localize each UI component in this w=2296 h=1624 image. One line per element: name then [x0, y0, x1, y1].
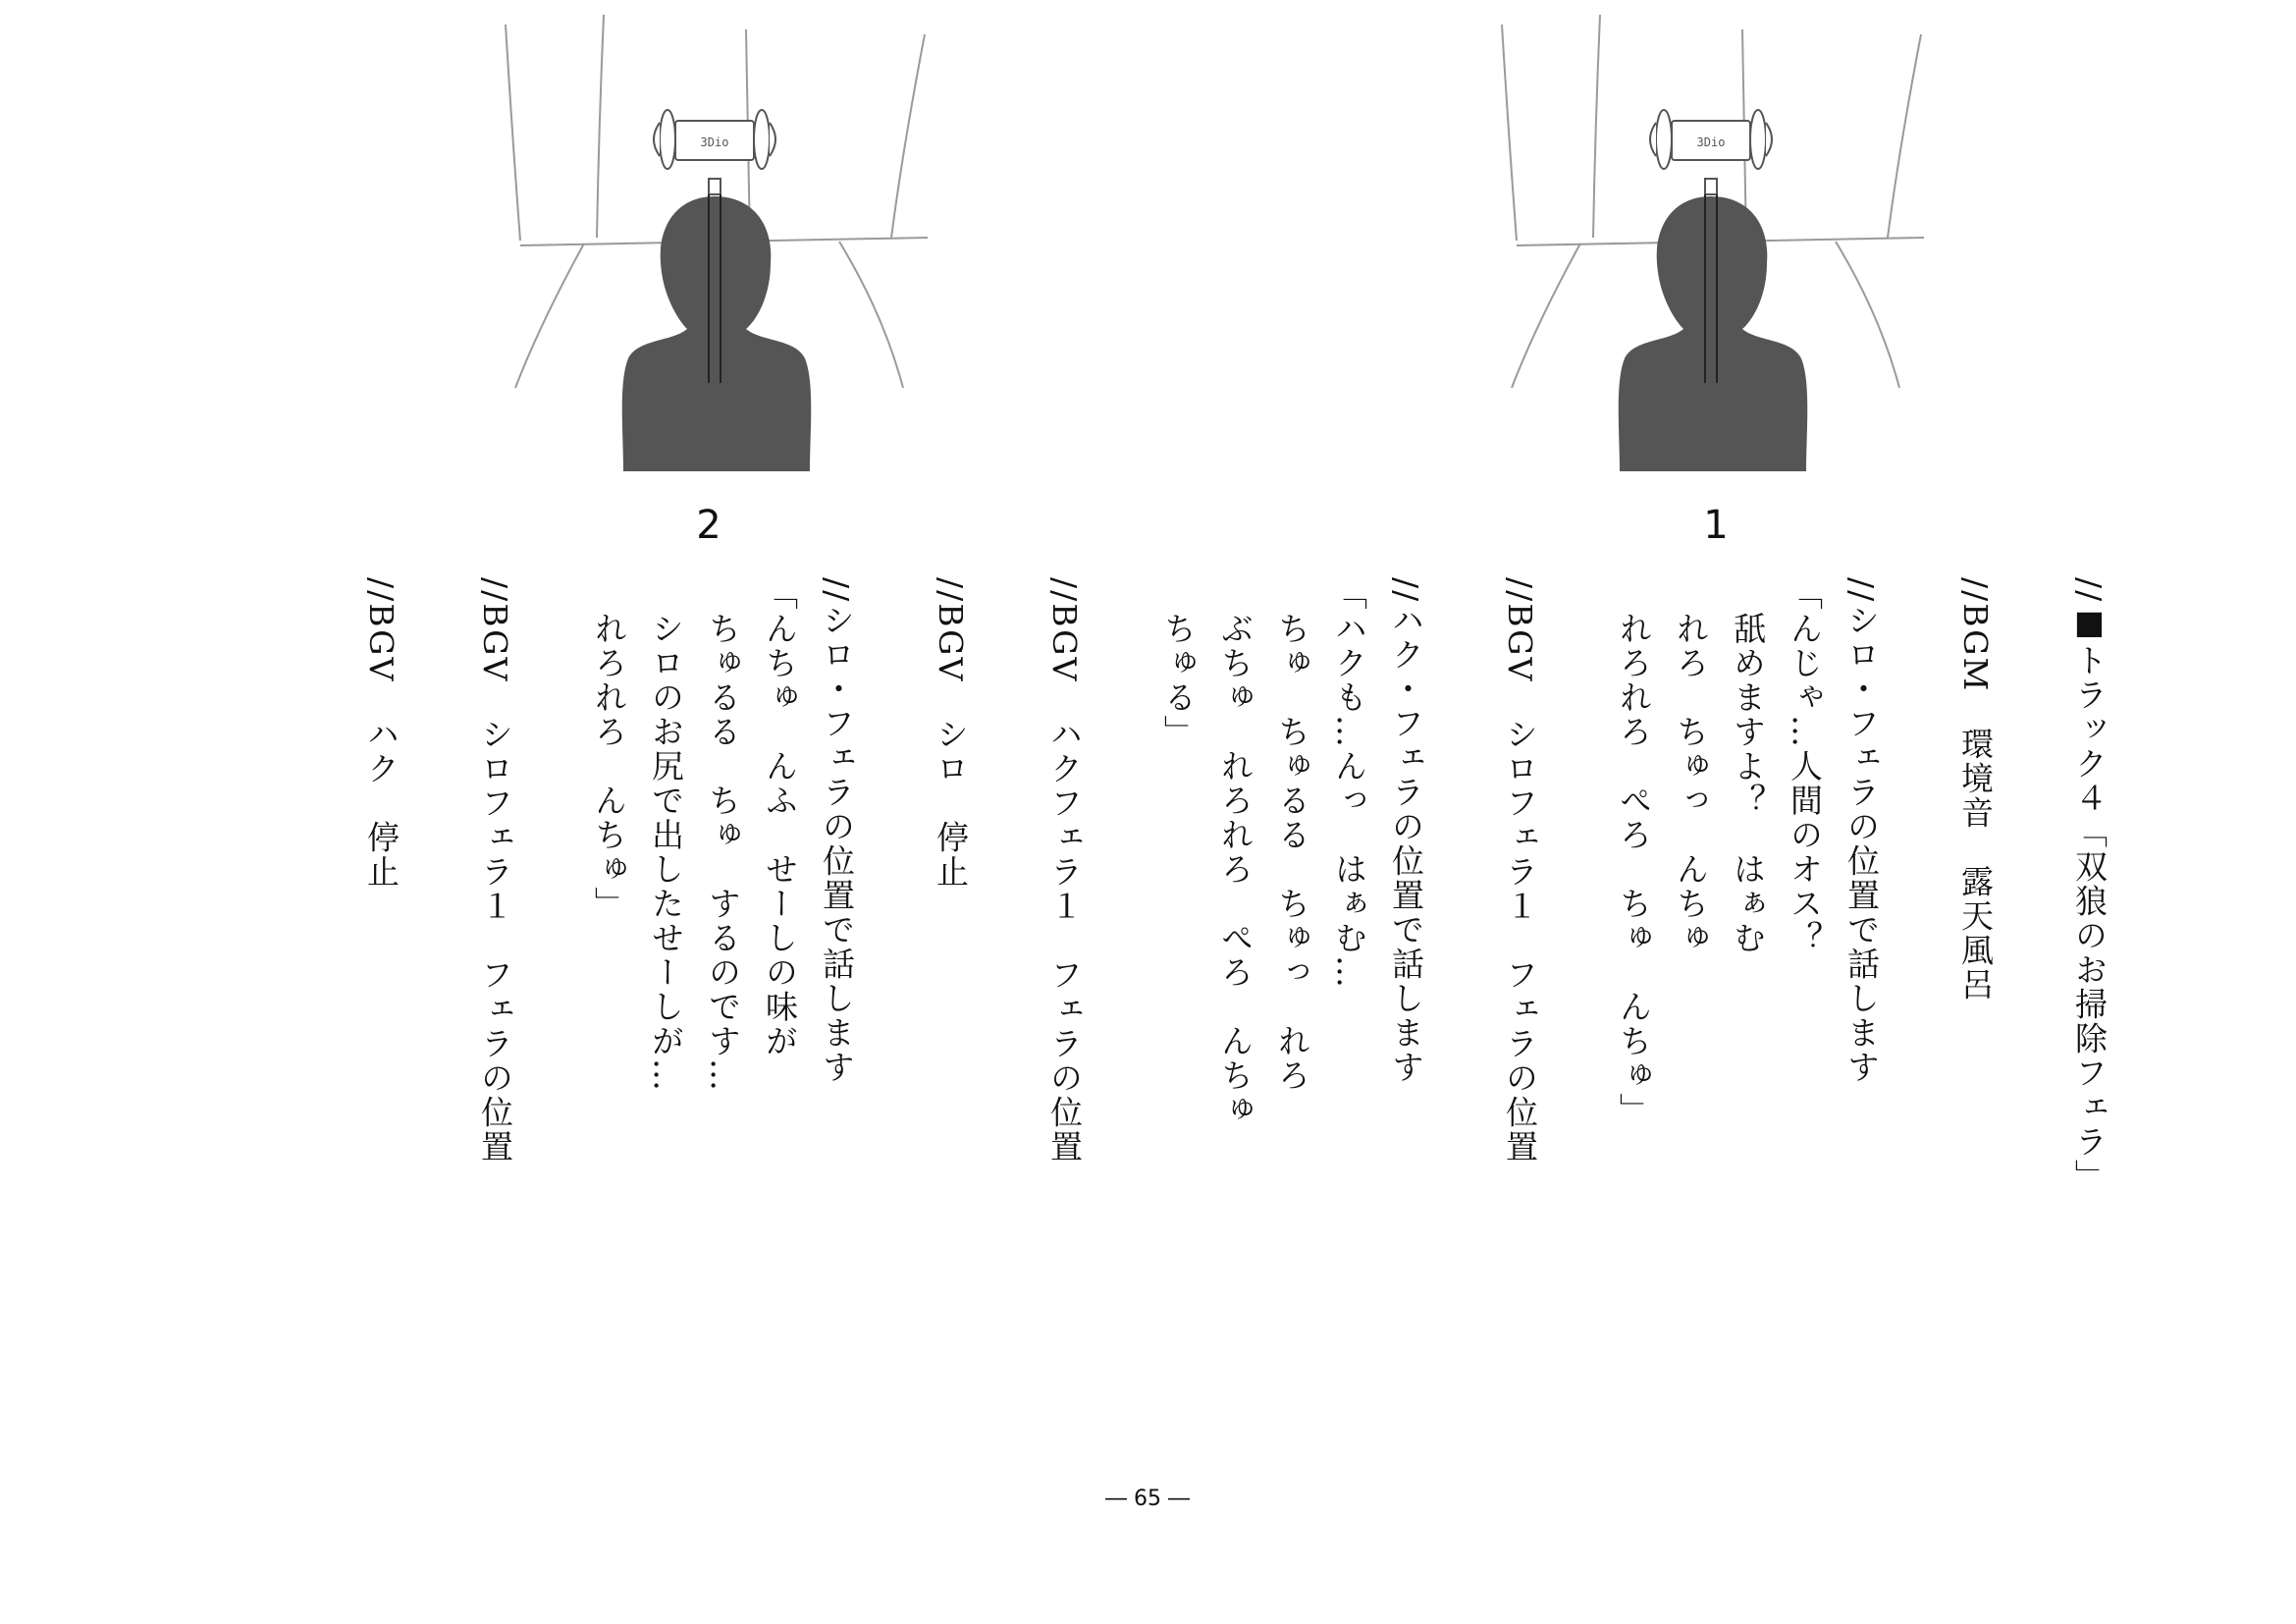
script-line: シロのお尻で出したせーしが… [647, 577, 685, 1093]
script-line: 「んちゅ んふ せーしの味が [761, 577, 799, 1058]
mic-holder [654, 110, 775, 194]
script-line: //BGM 環境音 露天風呂 [1956, 577, 1995, 1002]
script-line: れろれろ んちゅ」 [590, 577, 628, 921]
script-line: //ハク・フェラの位置で話します [1387, 577, 1425, 1085]
mic-label: 3Dio [700, 135, 729, 149]
script-line: //BGV ハクフェラ１ フェラの位置 [1045, 577, 1084, 1164]
script-line: ちゅ ちゅるる ちゅっ れろ [1273, 577, 1311, 1093]
position-diagram-1 [1468, 10, 1958, 481]
script-line: れろ ちゅっ んちゅ [1672, 577, 1710, 955]
mic-label: 3Dio [1696, 135, 1726, 149]
script-line: //BGV シロフェラ１ フェラの位置 [476, 577, 514, 1164]
position-diagram-2 [471, 10, 962, 481]
listener-silhouette [622, 196, 812, 471]
script-line: 舐めますよ？ はぁむ [1729, 577, 1767, 955]
script-line: ぶちゅ れろれろ ぺろ んちゅ [1216, 577, 1255, 1127]
script-line: ちゅるる ちゅ するのです… [704, 577, 742, 1093]
binaural-setup-illustration [471, 10, 962, 481]
script-line: //■トラック４「双狼のお掃除フェラ」 [2070, 577, 2109, 1194]
binaural-setup-illustration [1468, 10, 1958, 481]
position-number-1: 1 [1703, 503, 1729, 548]
script-line: //BGV ハク 停止 [362, 577, 400, 890]
position-number-2: 2 [696, 503, 721, 548]
script-line: れろれろ ぺろ ちゅ んちゅ」 [1615, 577, 1653, 1127]
script-line: //BGV シロフェラ１ フェラの位置 [1501, 577, 1539, 1164]
mic-holder [1650, 110, 1772, 194]
script-line: 「ハクも…んっ はぁむ… [1330, 577, 1368, 990]
script-line: ちゅる」 [1159, 577, 1198, 749]
script-line: 「んじゃ…人間のオス？ [1786, 577, 1824, 955]
script-line: //シロ・フェラの位置で話します [1842, 577, 1881, 1085]
script-line: //シロ・フェラの位置で話します [818, 577, 856, 1085]
listener-silhouette [1619, 196, 1808, 471]
script-line: //BGV シロ 停止 [932, 577, 970, 890]
page-number: ― 65 ― [1105, 1487, 1190, 1511]
